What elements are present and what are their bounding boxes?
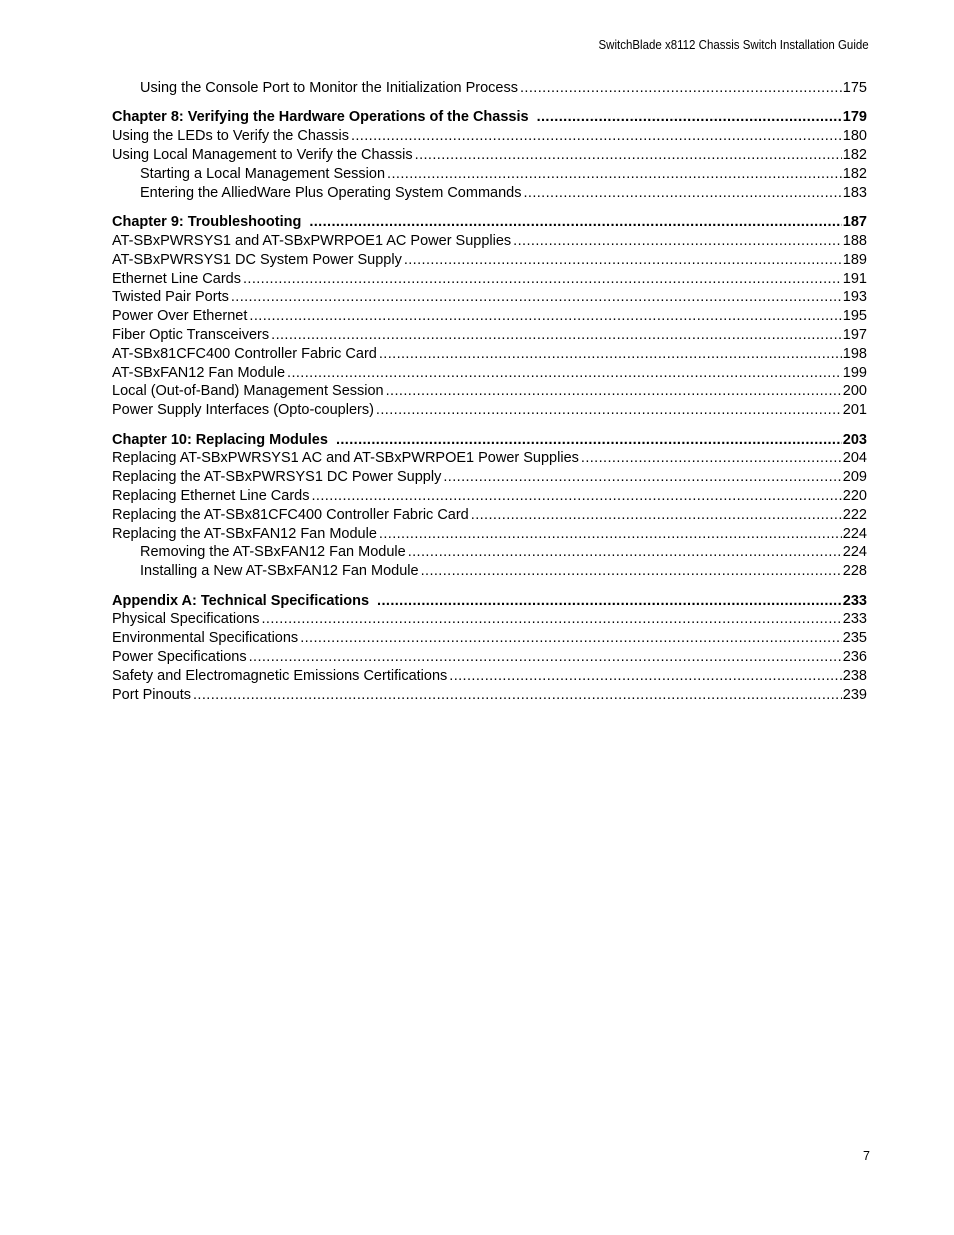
toc-entry[interactable]: [112, 326, 867, 345]
dot-leader: [421, 562, 842, 581]
toc-chapter-entry[interactable]: [112, 213, 867, 232]
toc-entry-title: Power Supply Interfaces (Opto-couplers): [112, 402, 374, 419]
toc-chapter-entry[interactable]: [112, 431, 867, 450]
toc-entry-page: 180: [842, 128, 867, 145]
table-of-contents: [112, 79, 867, 704]
toc-entry[interactable]: [112, 686, 867, 705]
toc-entry[interactable]: [112, 401, 867, 420]
toc-entry-page: 236: [842, 649, 867, 666]
toc-entry-title: Removing the AT-SBxFAN12 Fan Module: [140, 544, 406, 561]
toc-entry-page: 233: [842, 611, 867, 628]
toc-entry-page: 179: [842, 109, 867, 126]
toc-entry[interactable]: [112, 667, 867, 686]
dot-leader: [287, 364, 842, 383]
dot-leader: [249, 307, 841, 326]
toc-entry-title: Fiber Optic Transceivers: [112, 326, 270, 343]
running-header: SwitchBlade x8112 Chassis Switch Installation Guide: [598, 38, 869, 52]
dot-leader: [300, 629, 842, 648]
toc-entry-title: Chapter 10: Replacing Modules: [112, 431, 328, 448]
toc-entry-page: 203: [842, 431, 867, 448]
toc-entry-title: Using Local Management to Verify the Chassis: [112, 147, 413, 164]
toc-entry[interactable]: [112, 468, 867, 487]
toc-entry[interactable]: [112, 364, 867, 383]
dot-leader: [376, 401, 842, 420]
toc-entry[interactable]: [112, 629, 867, 648]
toc-entry-title: Using the Console Port to Monitor the Initialization Process: [140, 80, 518, 96]
toc-entry[interactable]: [112, 184, 867, 203]
page-number: 7: [863, 1149, 870, 1163]
toc-entry[interactable]: [112, 288, 867, 307]
dot-leader: [379, 525, 842, 544]
dot-leader: [309, 213, 841, 232]
dot-leader: [415, 146, 842, 165]
toc-entry-page: 224: [842, 544, 867, 561]
dot-leader: [520, 79, 842, 98]
toc-entry-page: 228: [842, 563, 867, 580]
toc-entry-title: Installing a New AT-SBxFAN12 Fan Module: [140, 563, 419, 580]
toc-entry[interactable]: [112, 232, 867, 251]
dot-leader: [386, 382, 842, 401]
toc-entry[interactable]: [112, 610, 867, 629]
toc-entry-title: Twisted Pair Ports: [112, 289, 229, 306]
dot-leader: [249, 648, 842, 667]
toc-entry-title: Environmental Specifications: [112, 630, 299, 647]
toc-entry[interactable]: [112, 449, 867, 468]
toc-entry-page: 182: [842, 147, 867, 164]
toc-entry-page: 201: [842, 402, 867, 419]
toc-entry-page: 182: [842, 165, 867, 182]
toc-entry-title: Physical Specifications: [112, 611, 260, 628]
toc-entry[interactable]: [112, 562, 867, 581]
toc-entry-title: Safety and Electromagnetic Emissions Certifications: [112, 667, 448, 684]
toc-entry[interactable]: [112, 270, 867, 289]
toc-entry-title: AT-SBx81CFC400 Controller Fabric Card: [112, 345, 377, 362]
dot-leader: [193, 686, 842, 705]
toc-entry-title: Entering the AlliedWare Plus Operating System Commands: [140, 184, 522, 201]
toc-entry[interactable]: [112, 506, 867, 525]
toc-entry[interactable]: [112, 79, 867, 98]
toc-entry-page: 191: [842, 270, 867, 287]
toc-entry-title: Using the LEDs to Verify the Chassis: [112, 128, 349, 145]
toc-entry-page: 193: [842, 289, 867, 306]
toc-entry-page: 204: [842, 450, 867, 467]
dot-leader: [471, 506, 842, 525]
toc-entry-page: 238: [842, 667, 867, 684]
toc-entry[interactable]: [112, 146, 867, 165]
dot-leader: [408, 543, 842, 562]
toc-entry-title: Port Pinouts: [112, 686, 191, 703]
dot-leader: [377, 592, 842, 611]
toc-entry-title: Local (Out-of-Band) Management Session: [112, 383, 384, 400]
toc-entry-title: Replacing the AT-SBx81CFC400 Controller Fabric Card: [112, 506, 469, 523]
toc-entry-page: 175: [842, 80, 867, 96]
toc-entry-page: 189: [842, 251, 867, 268]
toc-entry-title: Starting a Local Management Session: [140, 165, 386, 182]
toc-entry-title: Power Specifications: [112, 649, 247, 666]
toc-entry-page: 199: [842, 364, 867, 381]
toc-entry-page: 239: [842, 686, 867, 703]
dot-leader: [262, 610, 842, 629]
dot-leader: [537, 108, 842, 127]
toc-entry[interactable]: [112, 165, 867, 184]
dot-leader: [243, 270, 842, 289]
dot-leader: [523, 184, 841, 203]
toc-entry[interactable]: [112, 251, 867, 270]
toc-entry-title: Replacing Ethernet Line Cards: [112, 488, 310, 504]
toc-entry-title: Chapter 8: Verifying the Hardware Operations of the Chassis: [112, 109, 529, 126]
toc-chapter-entry[interactable]: [112, 108, 867, 127]
dot-leader: [311, 487, 841, 506]
toc-entry-page: 233: [842, 592, 867, 609]
toc-entry-page: 209: [842, 469, 867, 486]
dot-leader: [271, 326, 842, 345]
dot-leader: [336, 431, 842, 450]
toc-entry[interactable]: [112, 307, 867, 326]
toc-entry-page: 198: [842, 345, 867, 362]
toc-entry-title: AT-SBxPWRSYS1 and AT-SBxPWRPOE1 AC Power Supplies: [112, 232, 512, 249]
toc-entry-title: Power Over Ethernet: [112, 308, 248, 325]
toc-entry[interactable]: [112, 127, 867, 146]
dot-leader: [351, 127, 842, 146]
toc-entry-title: Replacing the AT-SBxFAN12 Fan Module: [112, 525, 377, 542]
toc-entry-title: Replacing AT-SBxPWRSYS1 AC and AT-SBxPWRPOE1 Power Supplies: [112, 450, 579, 467]
dot-leader: [513, 232, 842, 251]
toc-entry[interactable]: [112, 487, 867, 506]
toc-entry[interactable]: [112, 648, 867, 667]
toc-entry-title: AT-SBxPWRSYS1 DC System Power Supply: [112, 251, 402, 268]
toc-entry[interactable]: [112, 543, 867, 562]
dot-leader: [581, 449, 842, 468]
toc-entry-page: 222: [842, 506, 867, 523]
toc-entry[interactable]: [112, 525, 867, 544]
toc-entry-page: 195: [842, 308, 867, 325]
toc-entry-title: Replacing the AT-SBxPWRSYS1 DC Power Supply: [112, 469, 442, 486]
toc-entry-title: Chapter 9: Troubleshooting: [112, 214, 302, 231]
toc-chapter-entry[interactable]: [112, 592, 867, 611]
toc-entry-page: 197: [842, 326, 867, 343]
toc-entry-title: Ethernet Line Cards: [112, 270, 241, 287]
toc-entry-page: 220: [842, 488, 867, 504]
toc-entry-page: 235: [842, 630, 867, 647]
toc-entry-page: 183: [842, 184, 867, 201]
dot-leader: [379, 345, 842, 364]
toc-entry[interactable]: [112, 345, 867, 364]
dot-leader: [387, 165, 842, 184]
dot-leader: [404, 251, 842, 270]
dot-leader: [231, 288, 842, 307]
toc-entry-page: 224: [842, 525, 867, 542]
toc-entry-page: 188: [842, 232, 867, 249]
toc-entry-page: 187: [842, 214, 867, 231]
toc-entry-title: Appendix A: Technical Specifications: [112, 592, 370, 609]
dot-leader: [449, 667, 842, 686]
dot-leader: [443, 468, 841, 487]
toc-entry[interactable]: [112, 382, 867, 401]
toc-entry-title: AT-SBxFAN12 Fan Module: [112, 364, 286, 381]
toc-entry-page: 200: [842, 383, 867, 400]
